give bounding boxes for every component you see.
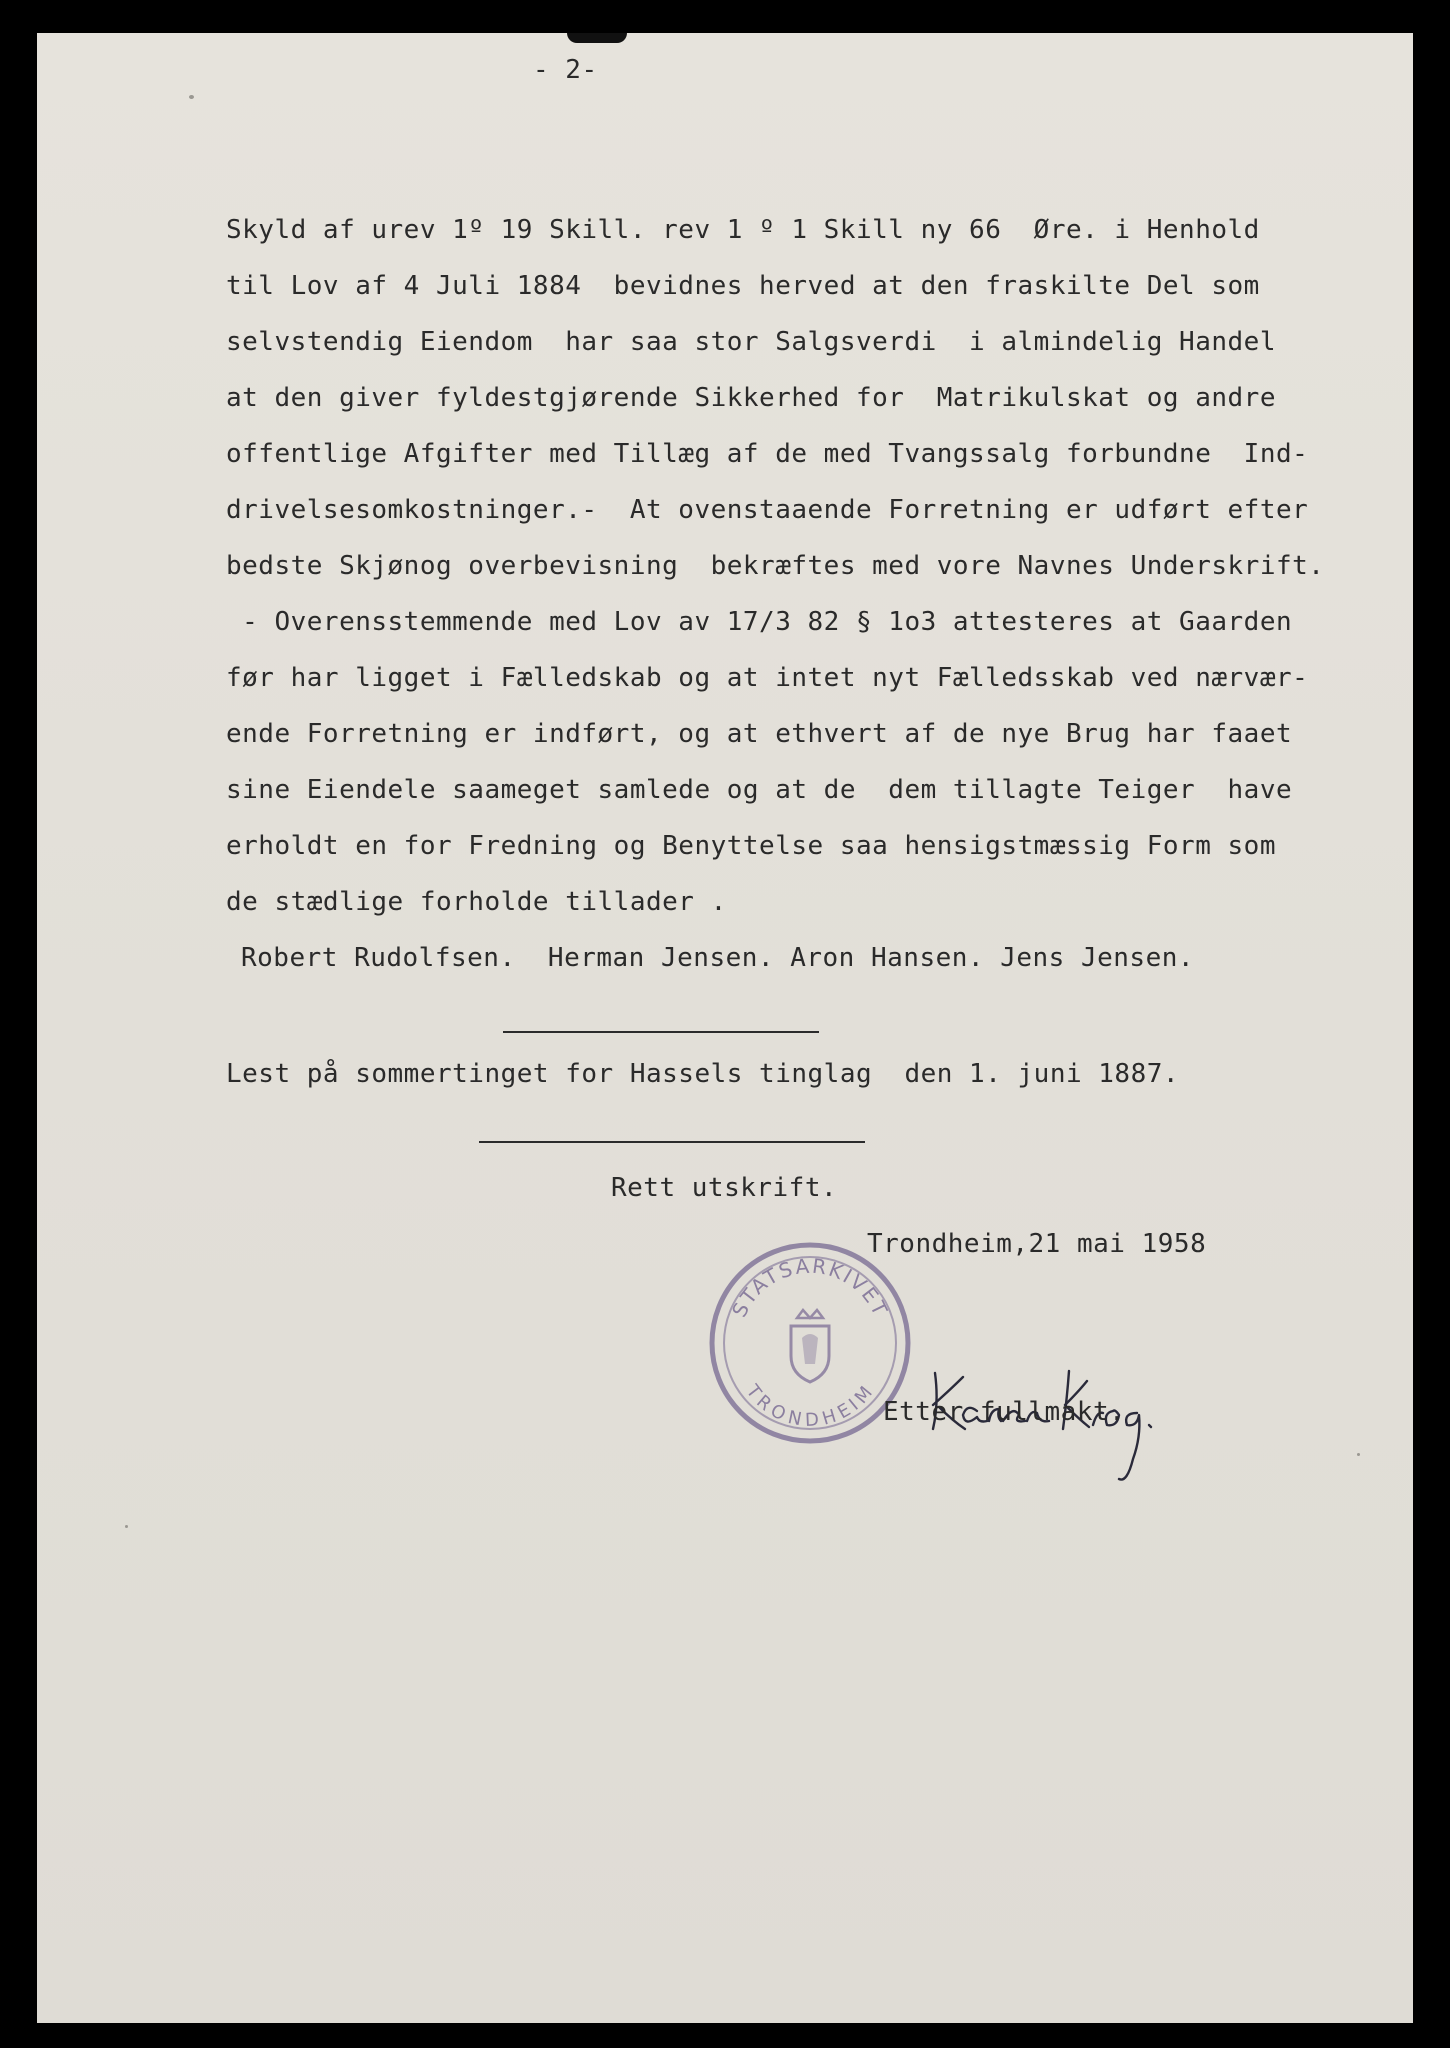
body-line: sine Eiendele saameget samlede og at de dem tillagte Teiger have [226, 775, 1293, 805]
paper-speck [125, 1525, 128, 1528]
authority-note: Etter fullmakt. [883, 1397, 1126, 1427]
svg-text:TRONDHEIM [741, 1380, 878, 1431]
stamp-bottom-text: TRONDHEIM [741, 1381, 879, 1432]
stamp-top-text: STATSARKIVET [726, 1253, 894, 1321]
body-line: før har ligget i Fælledskab og at intet nyt Fælledsskab ved nærvær- [226, 663, 1309, 693]
page-number: - 2- [533, 55, 598, 85]
body-line: offentlige Afgifter med Tillæg af de med Tvangssalg forbundne Ind- [226, 439, 1309, 469]
paper-speck [189, 95, 194, 99]
separator-rule [479, 1141, 865, 1143]
body-line: erholdt en for Fredning og Benyttelse saa hensigstmæssig Form som [226, 831, 1276, 861]
separator-rule [503, 1031, 819, 1033]
place-date: Trondheim,21 mai 1958 [867, 1229, 1207, 1259]
body-line: til Lov af 4 Juli 1884 bevidnes herved at den fraskilte Del som [226, 271, 1260, 301]
certified-copy-text: Rett utskrift. [611, 1173, 838, 1203]
read-in-court-line: Lest på sommertinget for Hassels tinglag den 1. juni 1887. [226, 1059, 1180, 1089]
document-page [37, 33, 1413, 2023]
body-line: drivelsesomkostninger.- At ovenstaaende Forretning er udført efter [226, 495, 1309, 525]
page-punch-notch [567, 33, 627, 43]
body-line: selvstendig Eiendom har saa stor Salgsverdi i almindelig Handel [226, 327, 1276, 357]
body-line: bedste Skjønog overbevisning bekræftes med vore Navnes Underskrift. [226, 551, 1325, 581]
body-line: de stædlige forholde tillader . [226, 887, 727, 917]
body-line: - Overensstemmende med Lov av 17/3 82 § 1o3 attesteres at Gaarden [226, 607, 1293, 637]
signature-text: Karen Krog. [917, 1491, 923, 1492]
coat-of-arms-icon [791, 1310, 829, 1382]
paper-speck [1357, 1453, 1360, 1456]
body-line: at den giver fyldestgjørende Sikkerhed for Matrikulskat og andre [226, 383, 1276, 413]
body-line: ende Forretning er indført, og at ethvert af de nye Brug har faaet [226, 719, 1293, 749]
signers-line: Robert Rudolfsen. Herman Jensen. Aron Hansen. Jens Jensen. [241, 943, 1195, 973]
body-line: Skyld af urev 1º 19 Skill. rev 1 º 1 Skill ny 66 Øre. i Henhold [226, 215, 1260, 245]
